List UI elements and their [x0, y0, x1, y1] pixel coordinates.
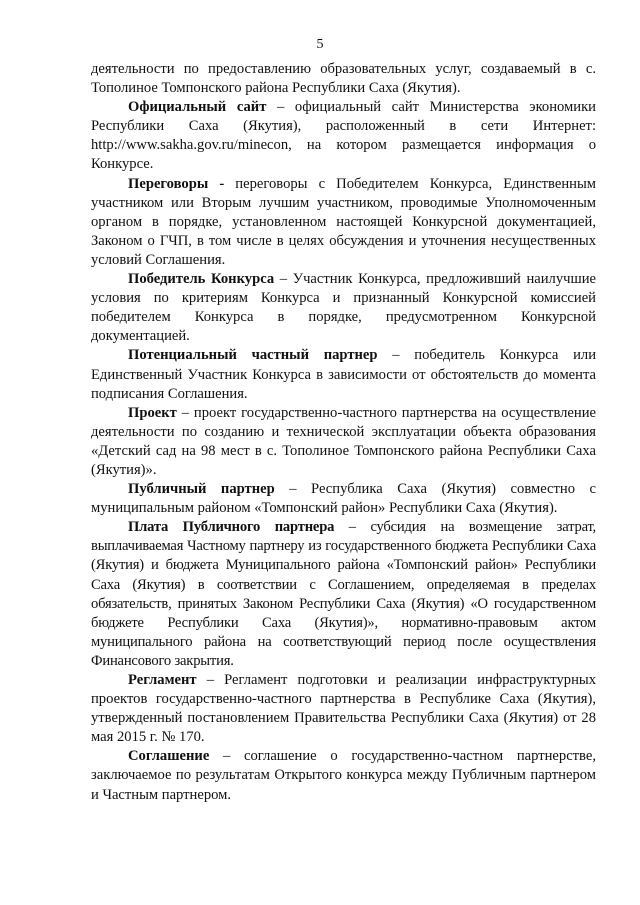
definition-text: – Республика Саха (Якутия) совместно с муниципальным районом «Томпонский район» Республики Саха (Якутия).: [91, 481, 596, 517]
definition-term: Победитель Конкурса: [128, 271, 275, 288]
definition-project: [91, 404, 596, 480]
definition-text: – Регламент подготовки и реализации инфраструктурных проектов государственно-частного партнерства в Республике Саха (Якутия), утвержденный постановлением Правительства Республики Саха (Якутия) от 28 мая 2015 г. № 170.: [91, 672, 596, 746]
definition-text: – субсидия на возмещение затрат, выплачиваемая Частному партнеру из государственного бюджета Республики Саха (Якутия) и бюджета Муниципального района «Томпонский район» Республики Саха (Якутия) в соответствии с Соглашением, определяемая в пределах обязательств, принятых Законом Республики Саха (Якутия) «О государственном бюджете Республики Саха (Якутия)», нормативно-правовым актом муниципального района на соответствующий период после осуществления Финансового закрытия.: [91, 519, 596, 669]
definitions-list: [91, 60, 596, 805]
definition-term: Потенциальный частный партнер: [128, 347, 378, 364]
definition-text: деятельности по предоставлению образовательных услуг, создаваемый в с. Тополиное Томпонского района Республики Саха (Якутия).: [91, 61, 596, 97]
definition-term: Соглашение: [128, 748, 210, 765]
definition-term: Публичный партнер: [128, 481, 275, 498]
definition-public-partner-payment: [91, 518, 596, 671]
definition-contest-winner: [91, 270, 596, 346]
definition-official-site: [91, 98, 596, 174]
definition-term: Официальный сайт: [128, 99, 267, 116]
definition-negotiations: [91, 175, 596, 270]
definition-agreement: [91, 747, 596, 804]
definition-text: – официальный сайт Министерства экономики Республики Саха (Якутия), расположенный в сети Интернет: http://www.sakha.gov.ru/minecon, на котором размещается информация о Конкурсе.: [91, 99, 596, 173]
definition-public-partner: [91, 480, 596, 518]
definition-regulation: [91, 671, 596, 747]
definition-text: – соглашение о государственно-частном партнерстве, заключаемое по результатам Открытого конкурса между Публичным партнером и Частным партнером.: [91, 748, 596, 803]
definition-term: Регламент: [128, 672, 197, 688]
definition-text: – победитель Конкурса или Единственный Участник Конкурса в зависимости от обстоятельств до момента подписания Соглашения.: [91, 347, 596, 402]
definition-continuation: [91, 60, 596, 98]
definition-potential-private-partner: [91, 346, 596, 403]
definition-text: – проект государственно-частного партнерства на осуществление деятельности по созданию и технической эксплуатации объекта образования «Детский сад на 98 мест в с. Тополиное Томпонского района Республики Саха (Якутия)».: [91, 404, 596, 478]
definition-text: переговоры с Победителем Конкурса, Единственным участником или Вторым лучшим участником, проводимые Уполномоченным органом в порядке, установленном настоящей Конкурсной документацией, Законом о ГЧП, в том числе в целях обсуждения и уточнения несущественных условий Соглашения.: [91, 175, 596, 268]
page-number: 5: [316, 37, 324, 52]
definition-term: Проект: [128, 404, 177, 421]
definition-text: – Участник Конкурса, предложивший наилучшие условия по критериям Конкурса и признанный Конкурсной комиссией победителем Конкурса в порядке, предусмотренном Конкурсной документацией.: [91, 271, 596, 345]
definition-term: Плата Публичного партнера: [128, 519, 335, 536]
definition-term: Переговоры -: [128, 175, 225, 192]
